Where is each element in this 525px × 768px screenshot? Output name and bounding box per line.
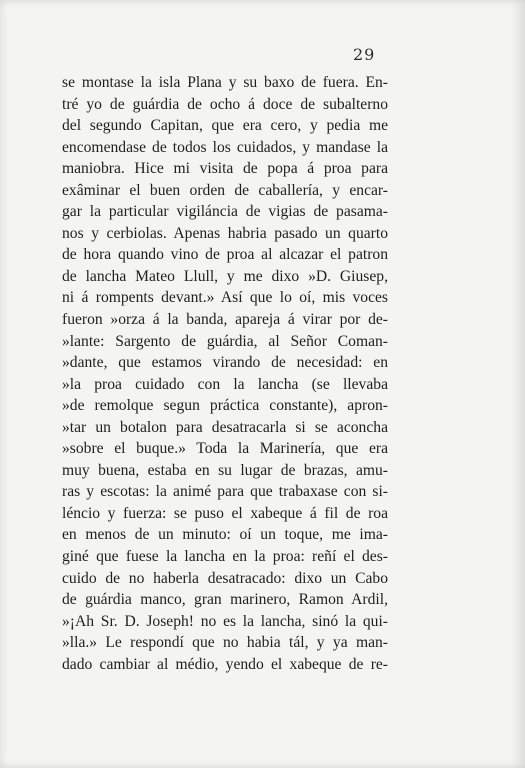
text-line: se montase la isla Plana y su baxo de fuera. En-: [62, 74, 388, 91]
text-line: fueron »orza á la banda, apareja á virar por de-: [62, 311, 388, 329]
text-line: »de remolque segun práctica constante), apron-: [62, 397, 388, 415]
text-line: »¡Ah Sr. D. Joseph! no es la lancha, sinó la qui-: [62, 612, 388, 630]
text-line: gar la particular vigiláncia de vigias de pasama-: [62, 203, 388, 221]
text-line: »lante: Sargento de guárdia, al Señor Coman-: [62, 332, 388, 350]
text-line: »sobre el buque.» Toda la Marinería, que era: [62, 440, 388, 458]
text-line: del segundo Capitan, que era cero, y pedia me: [62, 117, 388, 135]
text-line: maniobra. Hice mi visita de popa á proa para: [62, 160, 388, 178]
text-line: dado cambiar al médio, yendo el xabeque de re-: [62, 655, 388, 673]
text-line: »dante, que estamos virando de necesidad: en: [62, 354, 388, 372]
text-line: léncio y fuerza: se puso el xabeque á fil de roa: [62, 504, 388, 522]
page-number: 29: [353, 45, 376, 64]
text-line: »tar un botalon para desatracarla si se aconcha: [62, 418, 388, 436]
text-line: ras y escotas: la animé para que trabaxase con si-: [62, 483, 388, 501]
text-line: muy buena, estaba en su lugar de brazas, amu-: [62, 461, 388, 479]
text-line: de guárdia manco, gran marinero, Ramon Ardil,: [62, 591, 388, 609]
body-text: [62, 72, 388, 675]
text-line: de hora quando vino de proa al alcazar el patron: [62, 246, 388, 264]
text-line: »lla.» Le respondí que no habia tál, y ya man-: [62, 634, 388, 652]
text-line: encomendase de todos los cuidados, y mandase la: [62, 138, 388, 156]
text-line: ni á rompents devant.» Así que lo oí, mis voces: [62, 289, 388, 307]
text-line: en menos de un minuto: oí un toque, me ima-: [62, 526, 388, 544]
text-line: de lancha Mateo Llull, y me dixo »D. Giusep,: [62, 267, 388, 285]
text-line: »la proa cuidado con la lancha (se llevaba: [62, 375, 388, 393]
text-line: exâminar el buen orden de caballería, y encar-: [62, 181, 388, 199]
text-line: tré yo de guárdia de ocho á doce de subalterno: [62, 95, 388, 113]
text-line: giné que fuese la lancha en la proa: reñí el des-: [62, 548, 388, 566]
text-line: cuido de no haberla desatracado: dixo un Cabo: [62, 569, 388, 587]
text-line: nos y cerbiolas. Apenas habria pasado un quarto: [62, 224, 388, 242]
